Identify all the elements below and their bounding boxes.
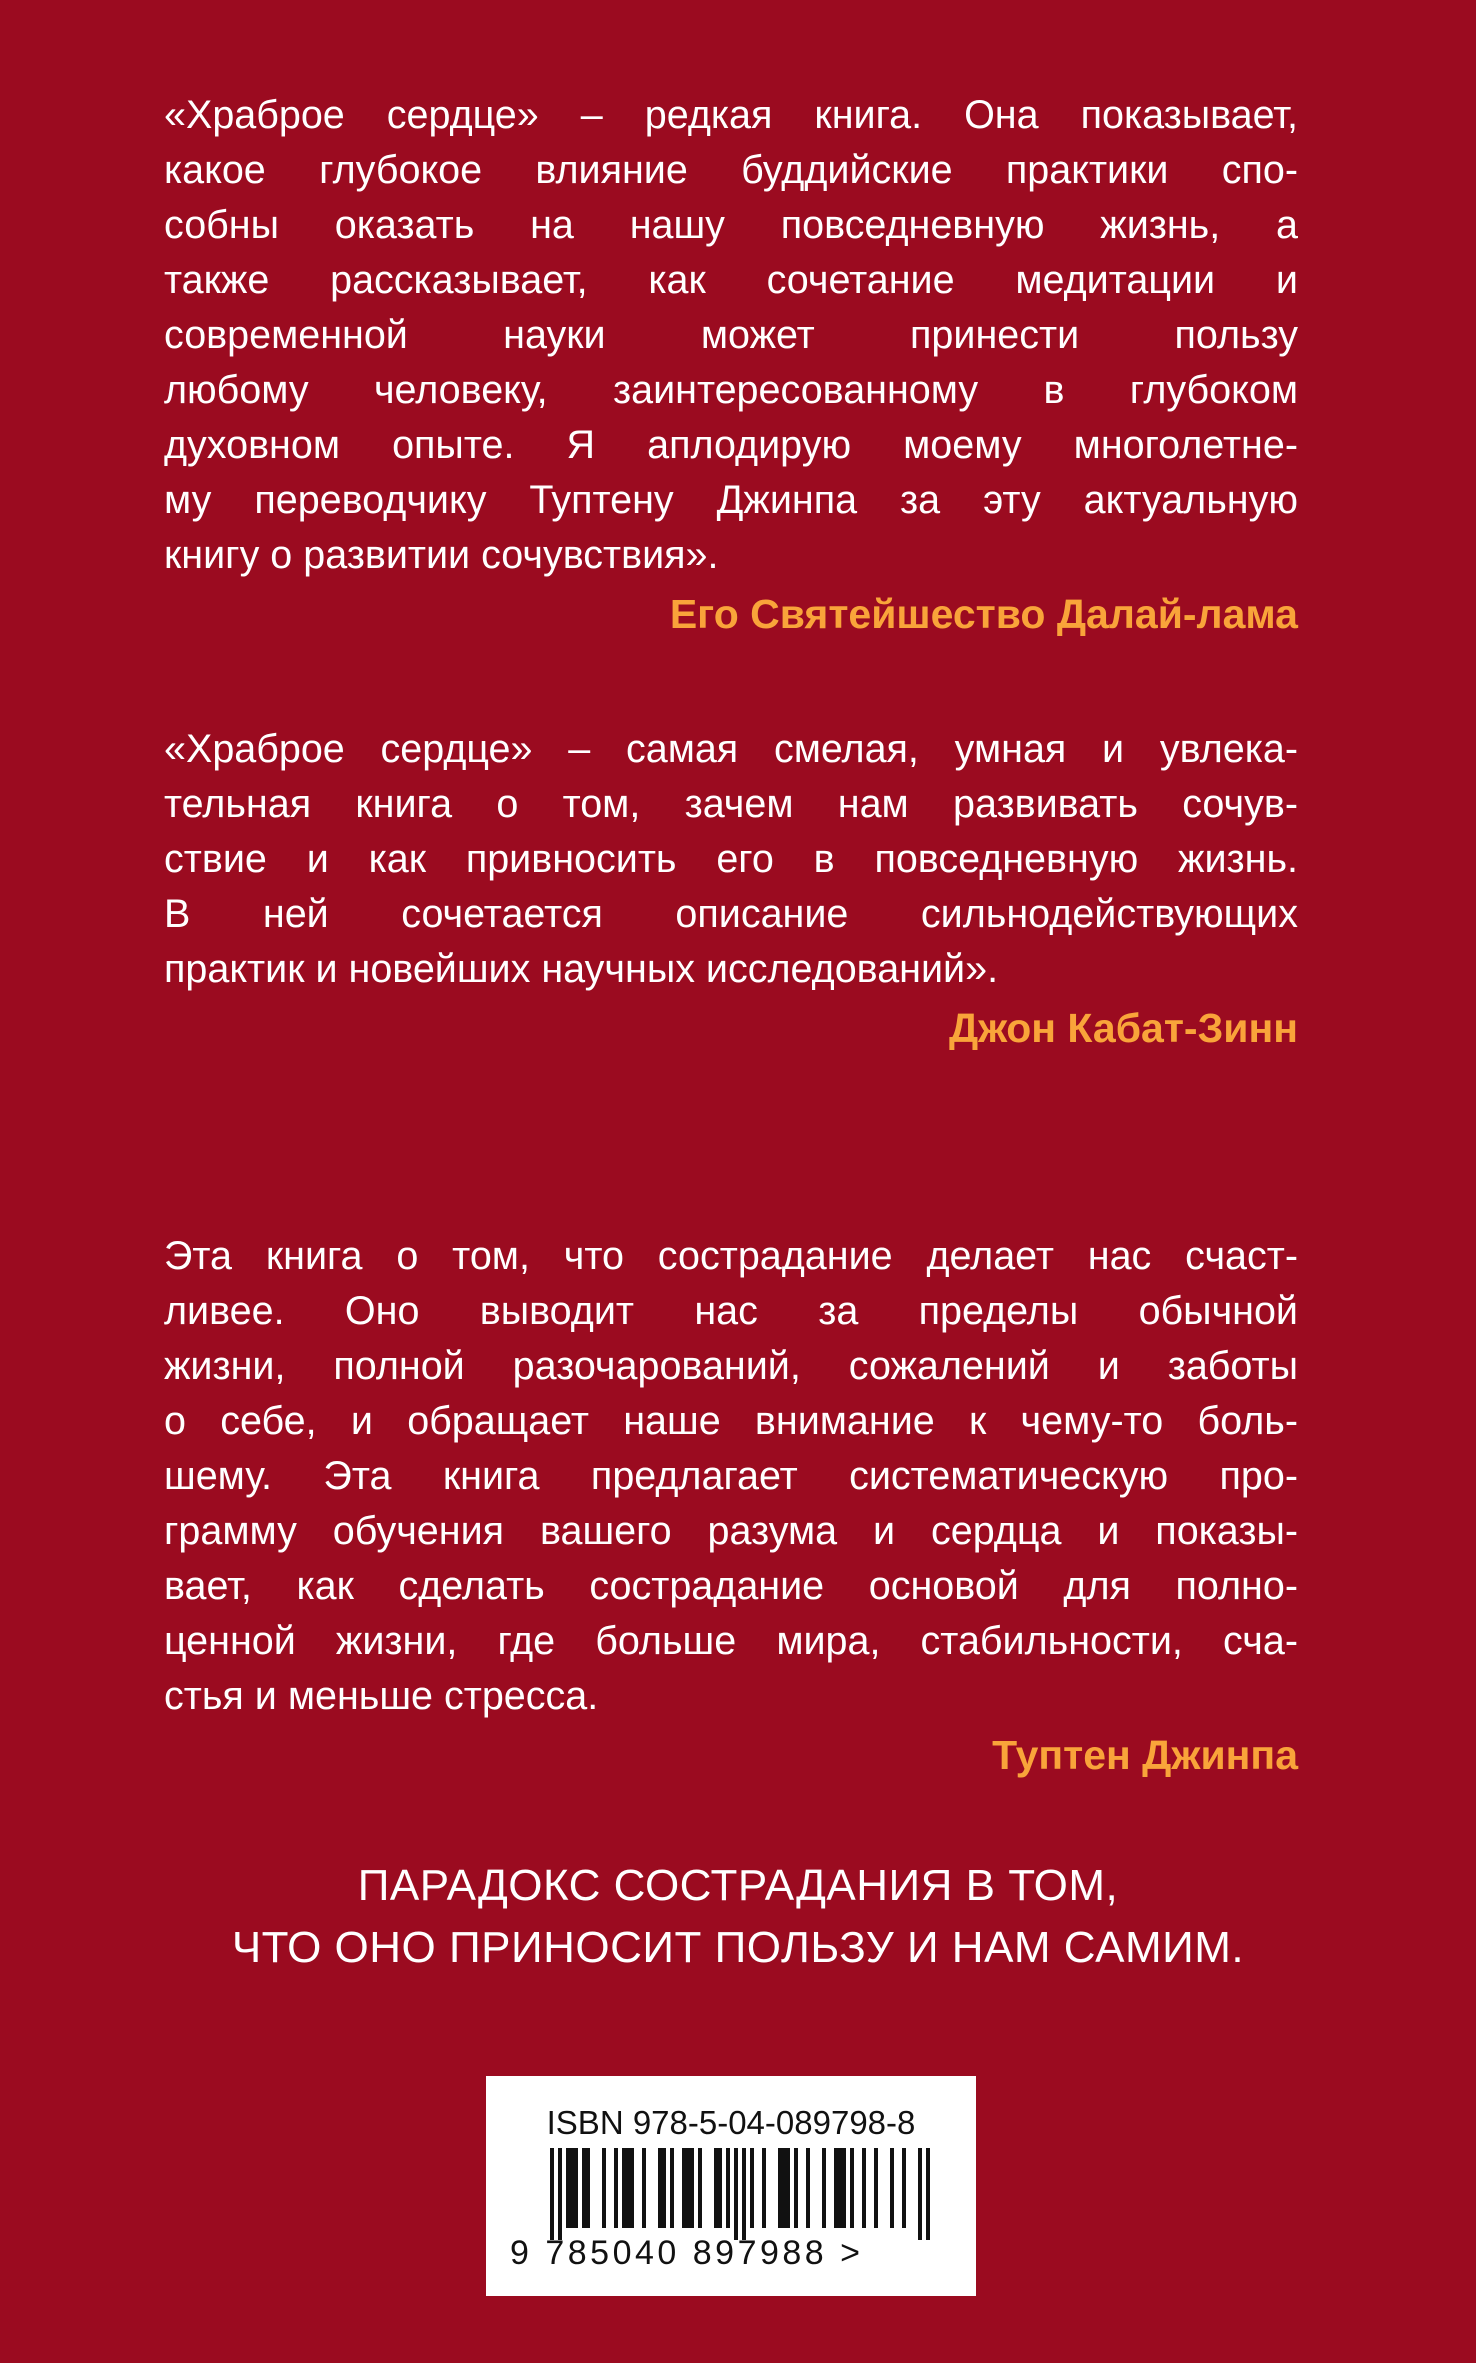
barcode-bar	[658, 2148, 662, 2228]
barcode-bar	[890, 2148, 894, 2228]
barcode-bar	[714, 2148, 718, 2228]
barcode-bar	[614, 2148, 618, 2228]
quote-line: ствие и как привносить его в повседневную жизнь.	[164, 837, 1298, 881]
quote-line: духовном опыте. Я аплодирую моему многолетне-	[164, 423, 1298, 467]
quote-line: какое глубокое влияние буддийские практики спо-	[164, 148, 1298, 192]
barcode-bar	[586, 2148, 590, 2228]
barcode-bar	[566, 2148, 570, 2228]
quote-line: собны оказать на нашу повседневную жизнь, а	[164, 203, 1298, 247]
barcode-bar	[822, 2148, 826, 2228]
barcode-bar	[630, 2148, 634, 2228]
quote-line: В ней сочетается описание сильнодействующих	[164, 892, 1298, 936]
barcode-bar	[662, 2148, 666, 2228]
barcode-bar	[698, 2148, 702, 2228]
barcode-bar	[602, 2148, 606, 2228]
barcode-bar	[842, 2148, 846, 2228]
quote-line: современной науки может принести пользу	[164, 313, 1298, 357]
barcode-bar	[862, 2148, 866, 2228]
quote-line: любому человеку, заинтересованному в глубоком	[164, 368, 1298, 412]
quote-line: «Храброе сердце» – редкая книга. Она показывает,	[164, 93, 1298, 137]
quote-block-jinpa	[164, 1229, 1298, 1784]
barcode-bar	[874, 2148, 878, 2228]
barcode-guard-bar	[558, 2148, 562, 2240]
barcode-bar	[850, 2148, 854, 2228]
quote-line: также рассказывает, как сочетание медитации и	[164, 258, 1298, 302]
barcode-bar	[622, 2148, 626, 2228]
barcode-guard-bar	[550, 2148, 554, 2240]
barcode-bar	[574, 2148, 578, 2228]
barcode-guard-bar	[918, 2148, 922, 2240]
quote-line: му переводчику Туптену Джинпа за эту актуальную	[164, 478, 1298, 522]
quote-author: Его Святейшество Далай-лама	[669, 591, 1298, 637]
barcode-bar	[626, 2148, 630, 2228]
quote-author: Туптен Джинпа	[992, 1732, 1298, 1778]
quote-line: Эта книга о том, что сострадание делает нас счаст-	[164, 1234, 1298, 1278]
barcode-bar	[794, 2148, 798, 2228]
quote-line: практик и новейших научных исследований».	[164, 947, 999, 991]
barcode-bar	[570, 2148, 574, 2228]
barcode-bar	[778, 2148, 782, 2228]
barcode-bar	[750, 2148, 754, 2228]
quote-line: шему. Эта книга предлагает систематическую про-	[164, 1454, 1298, 1498]
barcode-bar	[690, 2148, 694, 2228]
barcode-digits: 9 785040 897988 >	[510, 2234, 864, 2272]
quote-line: «Храброе сердце» – самая смелая, умная и увлека-	[164, 727, 1298, 771]
slogan	[0, 1855, 1476, 1979]
barcode-bar	[582, 2148, 586, 2228]
barcode-guard-bar	[926, 2148, 930, 2240]
slogan-line: ЧТО ОНО ПРИНОСИТ ПОЛЬЗУ И НАМ САМИМ.	[231, 1923, 1245, 1972]
barcode-bar	[726, 2148, 730, 2228]
quote-author: Джон Кабат-Зинн	[948, 1005, 1298, 1051]
barcode-bar	[902, 2148, 906, 2228]
barcode-bar	[762, 2148, 766, 2228]
quote-line: о себе, и обращает наше внимание к чему-то боль-	[164, 1399, 1298, 1443]
barcode-bar	[686, 2148, 690, 2228]
barcode-guard-bar	[742, 2148, 746, 2240]
quote-line: грамму обучения вашего разума и сердца и показы-	[164, 1509, 1298, 1553]
quote-block-dalai-lama	[164, 88, 1298, 643]
barcode-bar	[782, 2148, 786, 2228]
quote-line: ценной жизни, где больше мира, стабильности, сча-	[164, 1619, 1298, 1663]
quote-line: стья и меньше стресса.	[164, 1674, 599, 1718]
quote-block-kabat-zinn	[164, 722, 1298, 1057]
barcode-bar	[670, 2148, 674, 2228]
quote-line: книгу о развитии сочувствия».	[164, 533, 719, 577]
isbn-barcode	[486, 2076, 976, 2296]
isbn-label: ISBN 978-5-04-089798-8	[546, 2104, 916, 2141]
quote-line: ливее. Оно выводит нас за пределы обычной	[164, 1289, 1298, 1333]
quote-line: жизни, полной разочарований, сожалений и заботы	[164, 1344, 1298, 1388]
barcode-guard-bar	[734, 2148, 738, 2240]
slogan-line: ПАРАДОКС СОСТРАДАНИЯ В ТОМ,	[357, 1861, 1119, 1910]
barcode-bar	[806, 2148, 810, 2228]
barcode-bar	[718, 2148, 722, 2228]
barcode-bar	[838, 2148, 842, 2228]
quote-line: тельная книга о том, зачем нам развивать сочув-	[164, 782, 1298, 826]
barcode-bar	[834, 2148, 838, 2228]
barcode-bar	[682, 2148, 686, 2228]
quote-line: вает, как сделать сострадание основой для полно-	[164, 1564, 1298, 1608]
barcode-bar	[786, 2148, 790, 2228]
barcode-bar	[642, 2148, 646, 2228]
